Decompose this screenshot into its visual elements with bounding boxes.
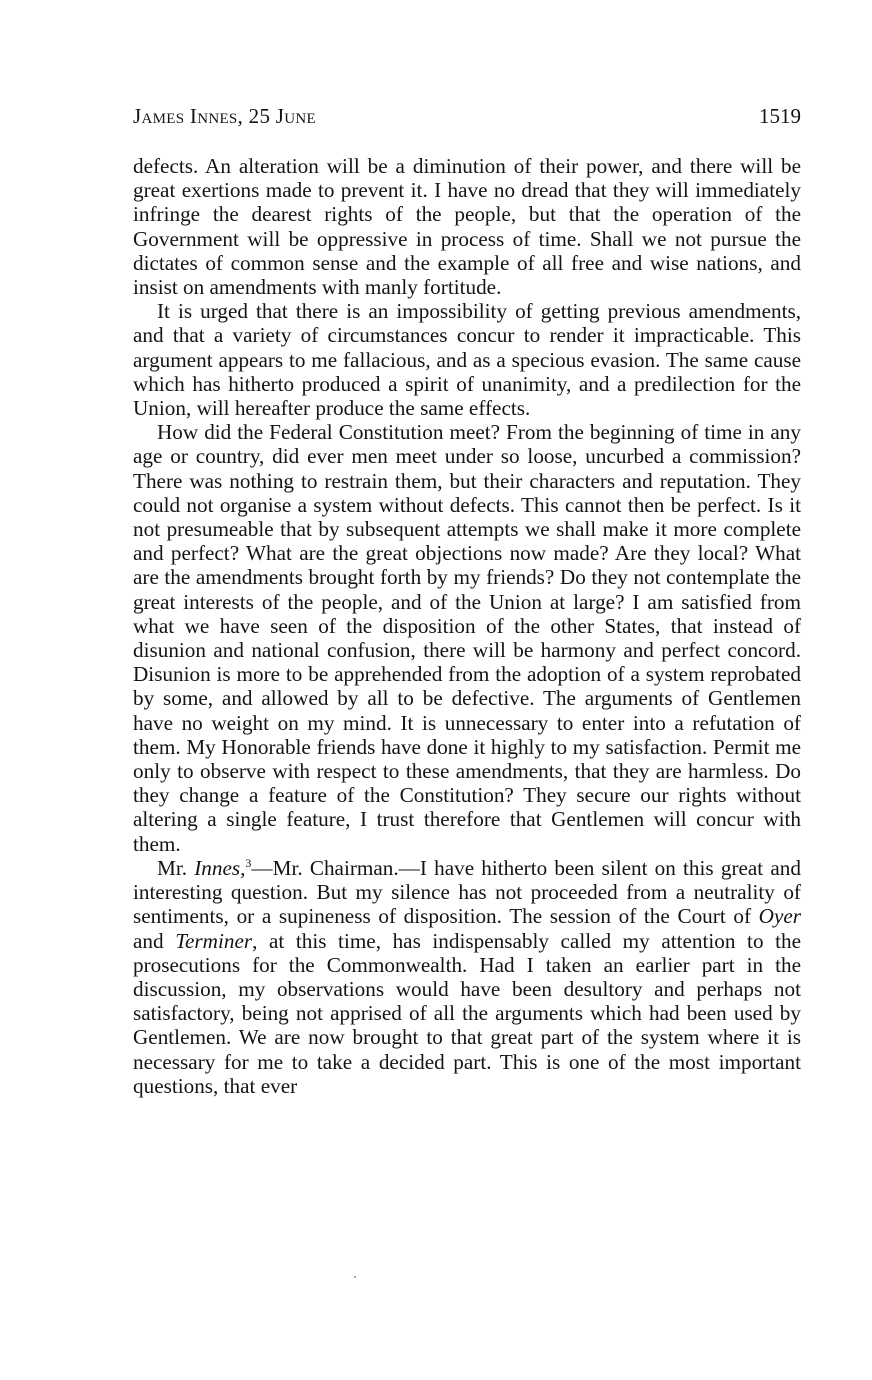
footnote-reference: 3 [245,855,252,870]
paragraph-previous-amendments: It is urged that there is an impossibility of getting previous amendments, and that a variety of circumstances concur to render it impracticable. This argument appears to me fallacious, and as a specious evasion. The same cause which has hitherto produced a spirit of unanimity, and a predilection for the Union, will hereafter produce the same effects. [133,299,801,421]
speech-prefix: Mr. [157,855,195,880]
paragraph-continuation: defects. An alteration will be a diminution of their power, and there will be great exertions made to prevent it. I have no dread that they will immediately infringe the dearest rights of the people, but that the operation of the Government will be oppressive in process of time. Shall we not pursue the dictates of common sense and the example of all free and wise nations, and insist on amendments with manly fortitude. [133,154,801,300]
page-speck [354,1276,356,1278]
paragraph-innes-speech [133,856,801,1098]
body-text [133,154,801,1098]
running-head-title: James Innes, 25 June [133,104,317,128]
paragraph-federal-constitution: How did the Federal Constitution meet? From the beginning of time in any age or country, did ever men meet under so loose, uncurbed a commission? There was nothing to restrain them, but their characters and reputation. They could not organise a system without defects. This cannot then be perfect. Is it not presumeable that by subsequent attempts we shall make it more complete and perfect? What are the great objections now made? Are they local? What are the amendments brought forth by my friends? Do they not contemplate the great interests of the people, and of the Union at large? I am satisfied from what we have seen of the disposition of the other States, that instead of disunion and national confusion, there will be harmony and perfect concord. Disunion is more to be apprehended from the adoption of a system reprobated by some, and allowed by all to be defective. The arguments of Gentlemen have no weight on my mind. It is unnecessary to enter into a refutation of them. My Honorable friends have done it highly to my satisfaction. Permit me only to observe with respect to these amendments, that they are harmless. Do they change a feature of the Constitution? They secure our rights without altering a single feature, I trust therefore that Gentlemen will concur with them. [133,420,801,856]
running-head [133,104,801,136]
court-name-terminer: Terminer [175,928,253,953]
court-name-oyer: Oyer [758,904,801,929]
speaker-name: Innes, [194,855,246,880]
speech-rest: , at this time, has indispensably called my attention to the prosecutions for the Commonwealth. Had I taken an earlier part in the discussion, my observations would have been desultory and perhaps not satisfactory, being not apprised of all the arguments which had been used by Gentlemen. We are now brought to that great part of the system where it is necessary for me to take a decided part. This is one of the most important questions, that ever [133,928,802,1098]
court-name-conjunction: and [133,928,176,953]
page-number: 1519 [759,104,801,128]
speech-address: —Mr. Chairman.—I have hitherto been silent on this great and interesting question. But my silence has not proceeded from a neutrality of sentiments, or a supineness of disposition. The session of the Court of [133,855,801,929]
